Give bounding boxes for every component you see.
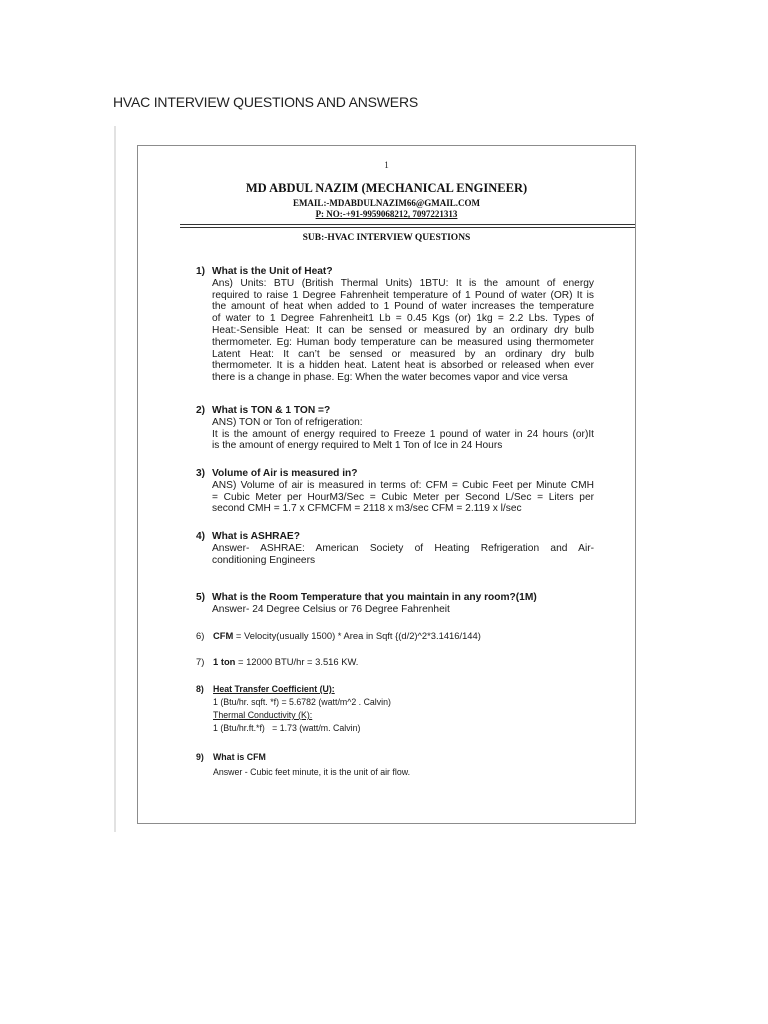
item-number: 8) — [196, 684, 204, 694]
question-number: 4) — [196, 531, 206, 542]
question-number: 3) — [196, 468, 206, 479]
answer-line: Ans) Units: BTU (British Thermal Units) 1BTU: It is the amount of energy — [212, 277, 594, 289]
header-rule — [180, 224, 635, 225]
answer-line: conditioning Engineers — [212, 554, 316, 566]
author-phone — [138, 209, 635, 219]
item-number: 7) — [196, 656, 205, 667]
formula-text: = Velocity(usually 1500) * Area in Sqft {(d/2)^2*3.1416/144) — [233, 630, 481, 641]
phone-text: P: NO:-+91-9959068212, 7097221313 — [315, 209, 458, 219]
answer-line: Answer- 24 Degree Celsius or 76 Degree Fahrenheit — [212, 603, 450, 615]
question-text: What is the Room Temperature that you maintain in any room?(1M) — [212, 592, 537, 603]
formula-item — [196, 683, 594, 735]
question-block — [196, 468, 594, 515]
question-text: What is the Unit of Heat? — [212, 266, 333, 277]
answer-line: is the amount of energy required to Melt 1 Ton of Ice in 24 Hours — [212, 440, 503, 452]
document-page — [137, 145, 636, 824]
answer-text — [212, 278, 594, 384]
answer-line: It is the amount of energy required to Freeze 1 pound of water in 24 hours (or)It — [212, 428, 594, 440]
answer-text — [212, 417, 594, 452]
question-text: Volume of Air is measured in? — [212, 468, 358, 479]
answer-line: the amount of heat when added to 1 Pound of water increases the temperature — [212, 301, 594, 313]
answer-text — [212, 543, 594, 567]
section-heading: Heat Transfer Coefficient (U): — [213, 684, 335, 694]
formula-item — [196, 655, 594, 668]
question-number: 1) — [196, 266, 206, 277]
answer-line: = Cubic Meter per HourM3/Sec = Cubic Meter per Second L/Sec = Liters per — [212, 491, 594, 503]
formula-term: CFM — [213, 630, 234, 641]
question-block — [196, 531, 594, 566]
question-block — [196, 266, 594, 384]
author-email: EMAIL:-MDABDULNAZIM66@GMAIL.COM — [292, 198, 481, 208]
answer-text — [212, 604, 594, 616]
answer-line: Latent Heat: It can’t be sensed or measured by an ordinary dry bulb — [212, 348, 594, 360]
answer-line: second CMH = 1.7 x CFMCFM = 2118 x m3/sec CFM = 2.119 x l/sec — [212, 503, 522, 515]
formula-term: 1 ton — [213, 656, 236, 667]
item-number: 9) — [196, 752, 204, 762]
question-block — [196, 592, 594, 616]
question-number: 5) — [196, 592, 206, 603]
answer-line: required to raise 1 Degree Fahrenheit temperature of 1 Pound of water (OR) It is — [212, 289, 594, 301]
answer-line: ANS) Volume of air is measured in terms of: CFM = Cubic Feet per Minute CMH — [212, 479, 594, 491]
question-number: 2) — [196, 405, 206, 416]
formula-text: = 12000 BTU/hr = 3.516 KW. — [235, 656, 359, 667]
answer-text: Answer - Cubic feet minute, it is the unit of air flow. — [213, 767, 411, 777]
question-text: What is CFM — [213, 752, 266, 762]
answer-line: Answer- ASHRAE: American Society of Heating Refrigeration and Air- — [212, 542, 594, 554]
page-number: 1 — [384, 160, 389, 170]
section-subheading: Thermal Conductivity (K): — [213, 710, 313, 720]
question-item — [196, 751, 594, 779]
author-name: MD ABDUL NAZIM (MECHANICAL ENGINEER) — [245, 181, 528, 195]
answer-line: thermometer. Eg: Human body temperature can be measured using thermometer — [212, 336, 594, 348]
answer-line: thermometer. It is a hidden heat. Latent heat is absorbed or released when ever — [212, 360, 594, 372]
header-rule — [180, 227, 635, 228]
answer-text — [212, 480, 594, 515]
answer-line: Heat:-Sensible Heat: It can be sensed or measured by an ordinary dry bulb — [212, 324, 594, 336]
item-number: 6) — [196, 630, 205, 641]
question-block — [196, 405, 594, 452]
question-text: What is ASHRAE? — [212, 531, 300, 542]
question-text: What is TON & 1 TON =? — [212, 405, 331, 416]
subject-line: SUB:-HVAC INTERVIEW QUESTIONS — [302, 233, 471, 243]
answer-line: of water to 1 Degree Fahrenheit1 Lb = 0.45 Kgs (or) 1kg = 2.2 Lbs. Types of — [212, 313, 594, 325]
side-rule — [114, 126, 116, 832]
formula-text: 1 (Btu/hr.ft.*f) = 1.73 (watt/m. Calvin) — [213, 723, 361, 733]
document-title: HVAC INTERVIEW QUESTIONS AND ANSWERS — [113, 94, 418, 110]
answer-line: ANS) TON or Ton of refrigeration: — [212, 416, 363, 428]
answer-line: there is a change in phase. Eg: When the water becomes vapor and vice versa — [212, 372, 568, 384]
formula-item — [196, 629, 594, 642]
formula-text: 1 (Btu/hr. sqft. *f) = 5.6782 (watt/m^2 . Calvin) — [213, 697, 391, 707]
